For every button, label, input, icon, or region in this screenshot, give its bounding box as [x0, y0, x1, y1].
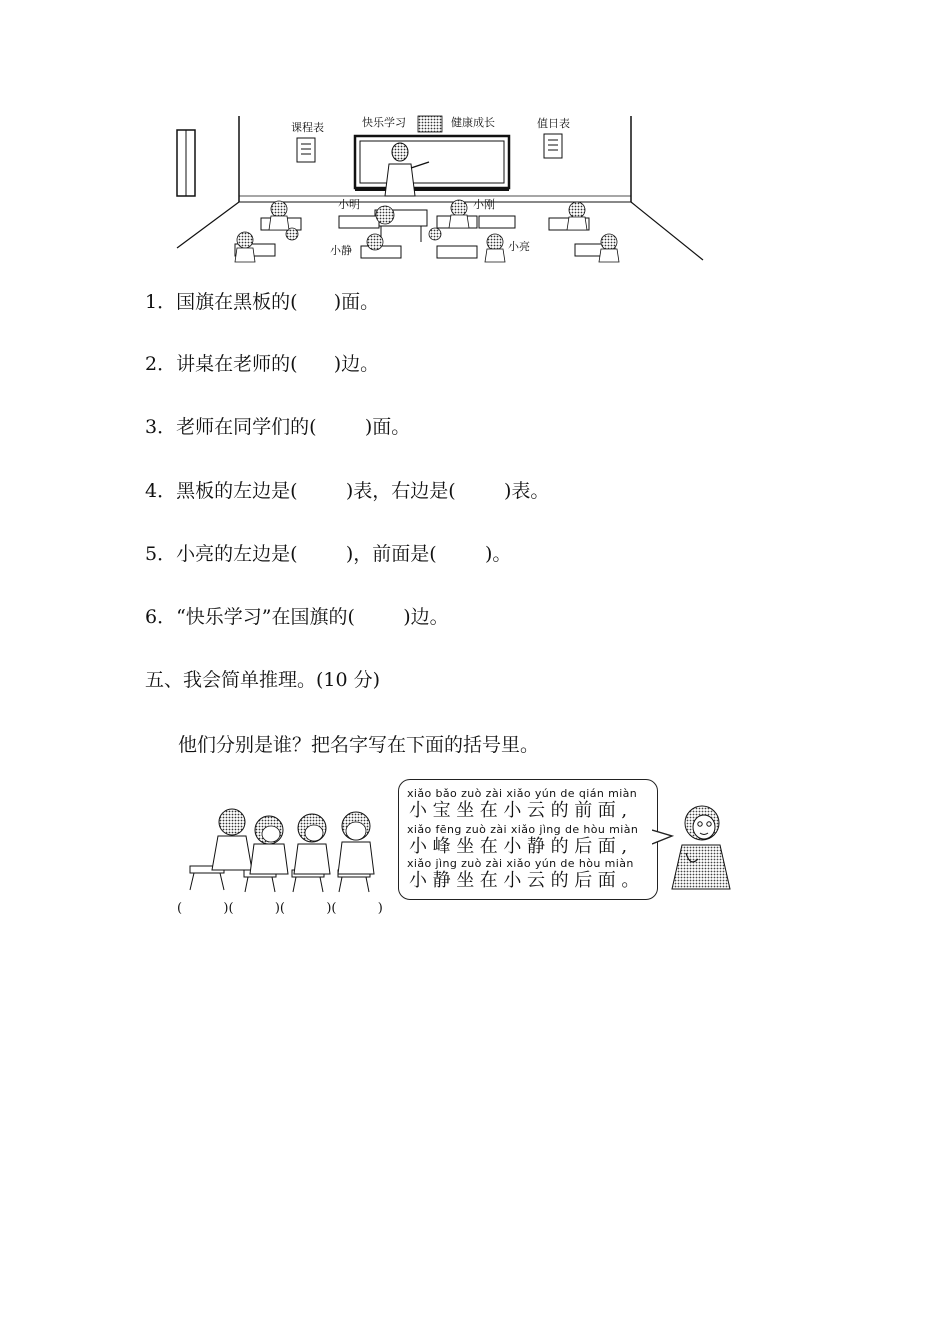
section-instruction: 他们分别是谁？把名字写在下面的括号里。	[178, 734, 540, 756]
xiaoliang-label: 小亮	[508, 240, 530, 253]
question-3: 3．老师在同学们的( )面。	[145, 416, 411, 438]
answer-blanks[interactable]: ( )( )( )( )	[177, 901, 383, 916]
pinyin-line-1: xiǎo bǎo zuò zài xiǎo yún de qián miàn	[407, 787, 638, 800]
pinyin-line-2: xiǎo fēng zuò zài xiǎo jìng de hòu miàn	[407, 823, 639, 836]
classroom-drawing	[175, 112, 705, 264]
section-title: 五、我会简单推理。(10 分)	[145, 669, 381, 691]
classroom-illustration	[175, 112, 705, 264]
slogan-right-label: 健康成长	[451, 116, 495, 129]
question-6: 6．“快乐学习”在国旗的( )边。	[145, 606, 449, 628]
hanzi-line-2: 小峰坐在小静的后面,	[409, 836, 633, 857]
question-2: 2．讲桌在老师的( )边。	[145, 353, 380, 375]
question-1: 1．国旗在黑板的( )面。	[145, 291, 380, 313]
question-5: 5．小亮的左边是( )，前面是( )。	[145, 543, 512, 565]
xiaojing-label: 小静	[330, 244, 352, 257]
teacher-illustration	[668, 795, 734, 891]
pinyin-line-3: xiǎo jìng zuò zài xiǎo yún de hòu miàn	[407, 857, 634, 870]
duty-label: 值日表	[537, 117, 570, 130]
xiaoming-label: 小明	[338, 198, 360, 211]
teacher-drawing	[668, 795, 734, 891]
hanzi-line-3: 小静坐在小云的后面。	[409, 870, 645, 891]
schedule-label: 课程表	[291, 121, 324, 134]
speech-bubble	[398, 779, 658, 900]
xiaogang-label: 小刚	[473, 198, 495, 211]
hanzi-line-1: 小宝坐在小云的前面,	[409, 800, 633, 821]
children-drawing	[180, 804, 385, 896]
seated-children-illustration	[180, 804, 385, 896]
question-4: 4．黑板的左边是( )表，右边是( )表。	[145, 480, 550, 502]
slogan-left-label: 快乐学习	[362, 116, 406, 129]
